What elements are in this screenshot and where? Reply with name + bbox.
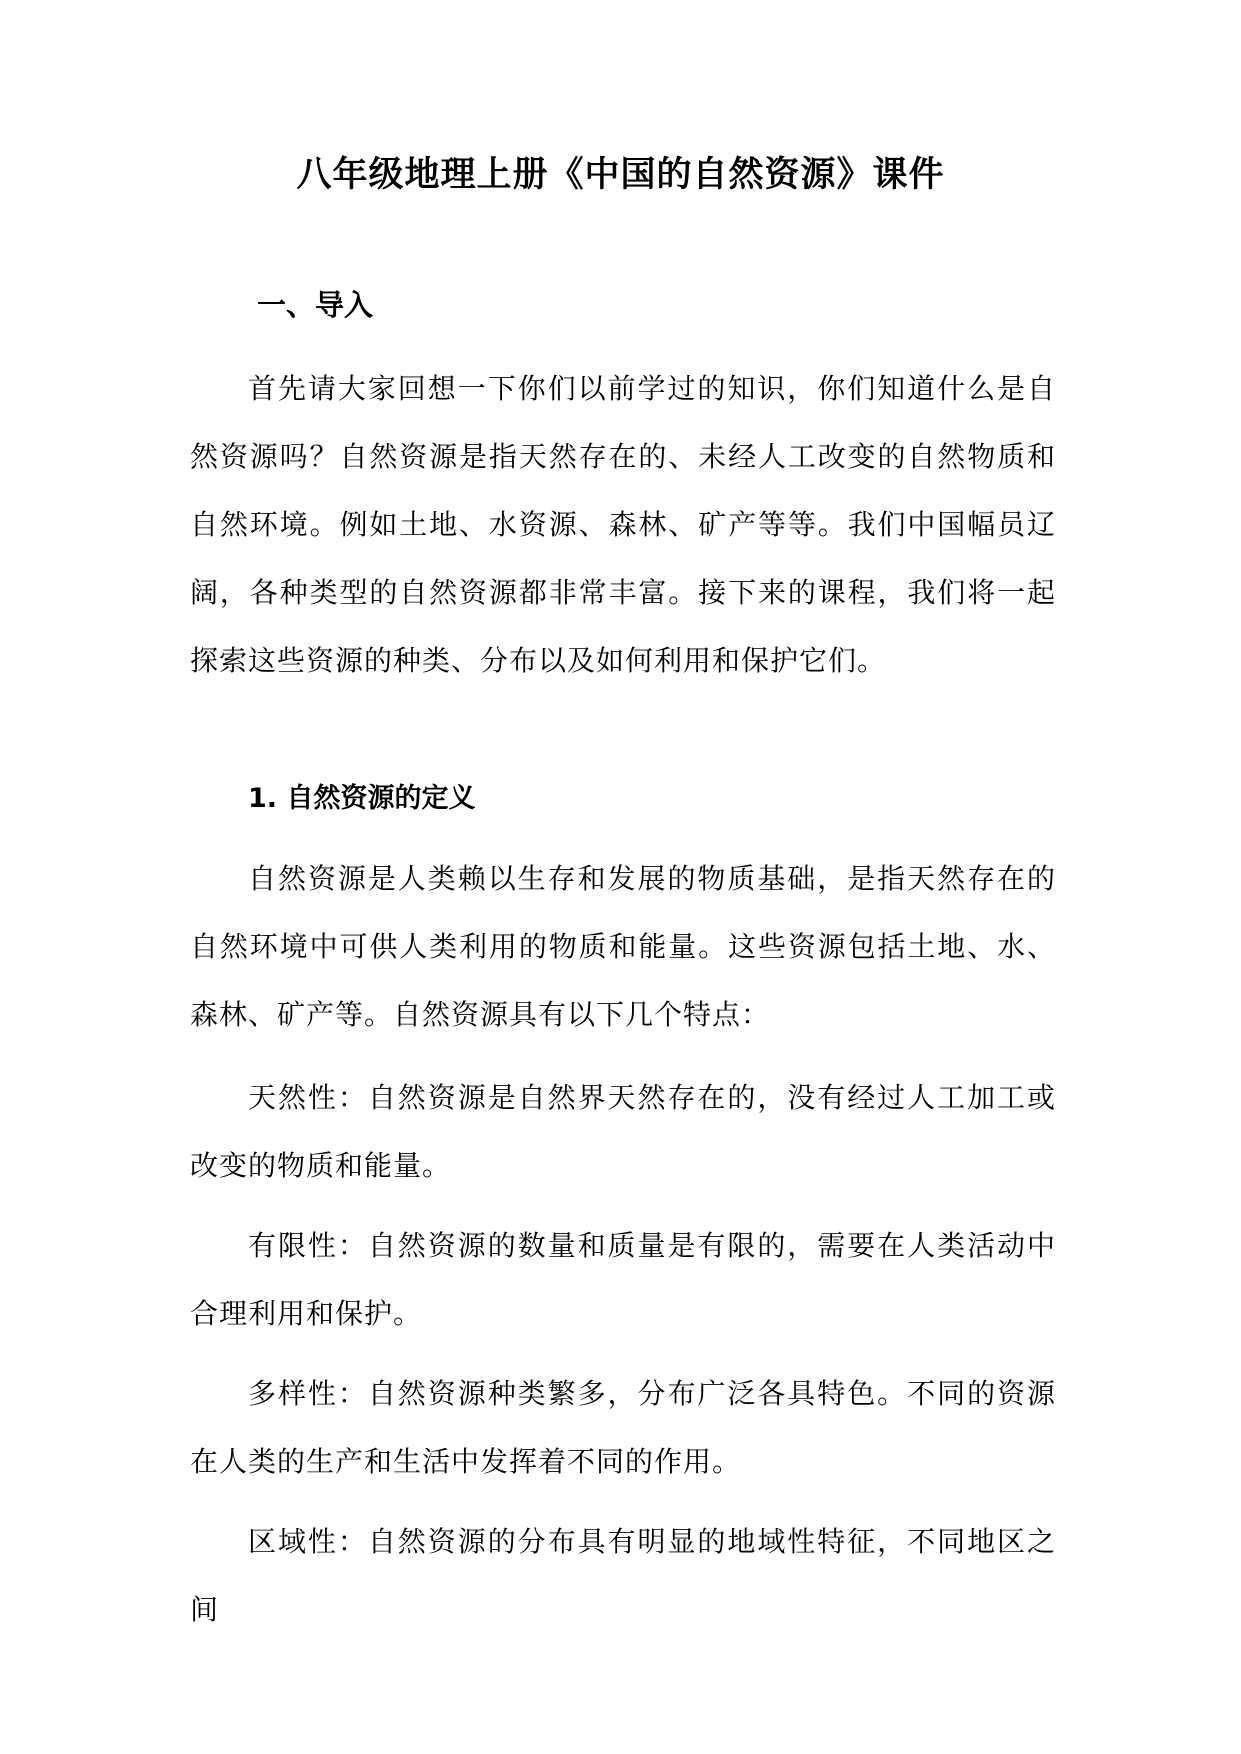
definition-paragraph: 自然资源是人类赖以生存和发展的物质基础，是指天然存在的自然环境中可供人类利用的物质和能量。这些资源包括土地、水、森林、矿产等。自然资源具有以下几个特点： xyxy=(190,862,1056,1031)
feature-limited-paragraph: 有限性：自然资源的数量和质量是有限的，需要在人类活动中合理利用和保护。 xyxy=(190,1229,1056,1330)
subsection-heading-definition: 1. 自然资源的定义 xyxy=(248,783,476,814)
feature-regional-paragraph: 区域性：自然资源的分布具有明显的地域性特征，不同地区之间 xyxy=(190,1525,1056,1626)
feature-diversity-paragraph: 多样性：自然资源种类繁多，分布广泛各具特色。不同的资源在人类的生产和生活中发挥着不同的作用。 xyxy=(190,1377,1056,1478)
intro-paragraph: 首先请大家回想一下你们以前学过的知识，你们知道什么是自然资源吗？自然资源是指天然存在的、未经人工改变的自然物质和自然环境。例如土地、水资源、森林、矿产等等。我们中国幅员辽阔，各种类型的自然资源都非常丰富。接下来的课程，我们将一起探索这些资源的种类、分布以及如何利用和保护它们。 xyxy=(190,372,1056,677)
document-title: 八年级地理上册《中国的自然资源》课件 xyxy=(296,155,945,195)
section-heading-intro: 一、导入 xyxy=(257,288,374,322)
feature-natural-paragraph: 天然性：自然资源是自然界天然存在的，没有经过人工加工或改变的物质和能量。 xyxy=(190,1081,1056,1182)
